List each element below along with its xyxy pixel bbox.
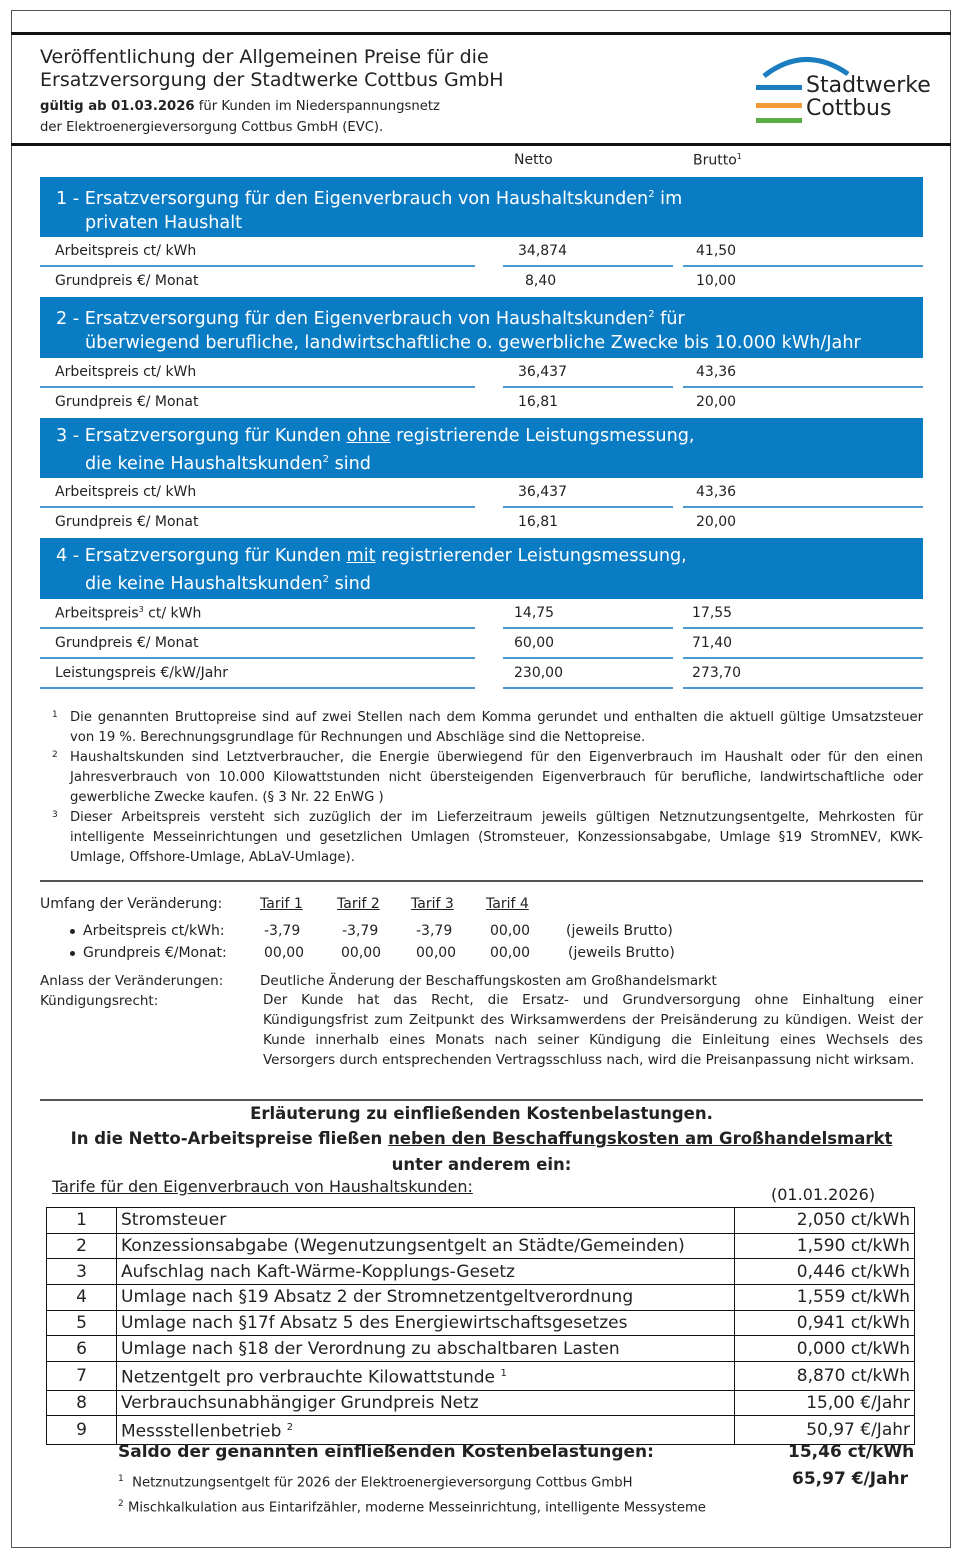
price-row (40, 508, 923, 538)
row-number: 7 (47, 1362, 117, 1391)
netto-value: 60,00 (514, 635, 555, 651)
change-label: Arbeitspreis ct/kWh: (83, 923, 225, 939)
brutto-value: 20,00 (696, 394, 737, 410)
costs-date: (01.01.2026) (771, 1185, 876, 1204)
logo-line-2: Cottbus (806, 96, 892, 121)
price-row (40, 237, 923, 267)
row-description: Aufschlag nach Kaft-Wärme-Kopplungs-Gesetz (117, 1259, 735, 1285)
top-rule (11, 32, 951, 35)
cost-note-text: Netznutzungsentgelt für 2026 der Elektroenergieversorgung Cottbus GmbH (132, 1475, 633, 1491)
table-row (47, 1336, 915, 1362)
change-value: 00,00 (416, 945, 457, 961)
title-line-1: Veröffentlichung der Allgemeinen Preise für die (40, 46, 489, 68)
row-label: Grundpreis €/ Monat (55, 635, 199, 651)
column-header-netto: Netto (514, 152, 553, 168)
change-value: 00,00 (264, 945, 305, 961)
page-subtitle (40, 96, 440, 138)
row-divider (40, 687, 475, 689)
brutto-label: Brutto (693, 152, 737, 169)
change-note: (jeweils Brutto) (568, 945, 675, 961)
section-3-title: 3 - Ersatzversorgung für Kunden (56, 426, 347, 446)
section-divider (40, 880, 923, 882)
tariff-4-header: Tarif 4 (486, 896, 529, 912)
costs-title-line-2 (40, 1126, 923, 1151)
tariff-1-header: Tarif 1 (260, 896, 303, 912)
change-value: 00,00 (490, 923, 531, 939)
costs-subtitle: Tarife für den Eigenverbrauch von Haushaltskunden: (52, 1177, 473, 1196)
row-label: Grundpreis €/ Monat (55, 394, 199, 410)
footnote-number: 3 (52, 810, 58, 820)
change-value: -3,79 (342, 923, 379, 939)
section-4-title-cont: registrierender Leistungsmessung, (375, 546, 687, 566)
footnote-ref: 2 (286, 1422, 294, 1434)
row-number: 1 (47, 1208, 117, 1234)
row-description-text: Messstellenbetrieb (121, 1422, 282, 1443)
row-description-text: Netzentgelt pro verbrauchte Kilowattstunde (121, 1367, 496, 1388)
footnote-3 (40, 808, 923, 868)
bullet-icon (70, 951, 75, 956)
footnote-number: 1 (118, 1474, 124, 1484)
row-description: Umlage nach §17f Absatz 5 des Energiewirtschaftsgesetzes (117, 1310, 735, 1336)
section-4-header (40, 538, 923, 599)
brutto-value: 20,00 (696, 514, 737, 530)
section-1-header (40, 177, 923, 237)
table-row (47, 1259, 915, 1285)
footnote-number: 2 (52, 750, 58, 760)
brutto-value: 41,50 (696, 243, 737, 259)
section-2-title-line-2: überwiegend berufliche, landwirtschaftliche o. gewerbliche Zwecke bis 10.000 kWh/Jahr (85, 332, 861, 353)
table-row (47, 1310, 915, 1336)
costs-title-emphasis: neben den Beschaffungskosten am Großhandelsmarkt (388, 1129, 893, 1148)
cancel-label: Kündigungsrecht: (40, 993, 159, 1009)
table-row (47, 1416, 915, 1445)
footnote-ref: 1 (500, 1368, 507, 1380)
row-number: 6 (47, 1336, 117, 1362)
stadtwerke-cottbus-logo (750, 50, 932, 126)
footnote-number: 1 (52, 710, 58, 720)
brutto-value: 43,36 (696, 484, 737, 500)
footnote-text: Dieser Arbeitspreis versteht sich zuzüglich der im Lieferzeitraum jeweils gültigen Netznutzungsentgelte, Mehrkosten für intelligente Messeinrichtungen und gesetzlichen Umlagen (Stromsteuer, Konzessionsabgabe, Umlage §19 StromNEV, KWK-Umlage, Offshore-Umlage, AbLaV-Umlage). (70, 810, 923, 865)
change-value: -3,79 (416, 923, 453, 939)
row-description: Konzessionsabgabe (Wegenutzungsentgelt an Städte/Gemeinden) (117, 1233, 735, 1259)
price-row (40, 659, 923, 689)
table-row (47, 1208, 915, 1234)
netto-value: 14,75 (514, 605, 555, 621)
row-label: Arbeitspreis ct/ kWh (55, 484, 197, 500)
change-value: -3,79 (264, 923, 301, 939)
change-row-grundpreis-label (70, 942, 227, 964)
netto-value: 8,40 (525, 273, 557, 289)
tariff-3-header: Tarif 3 (411, 896, 454, 912)
logo-line-1: Stadtwerke (806, 73, 931, 98)
logo-text (806, 74, 931, 120)
saldo-label: Saldo der genannten einfließenden Kostenbelastungen: (118, 1442, 654, 1462)
brutto-footnote-ref: 1 (736, 152, 742, 161)
price-row (40, 478, 923, 508)
saldo-kwh-value: 15,46 ct/kWh (788, 1442, 915, 1462)
row-label-unit: ct/ kWh (143, 605, 202, 622)
cost-note-2 (118, 1499, 706, 1515)
row-label: Grundpreis €/ Monat (55, 514, 199, 530)
row-value: 50,97 €/Jahr (735, 1416, 915, 1445)
netto-value: 34,874 (518, 243, 567, 259)
change-value: 00,00 (490, 945, 531, 961)
table-row (47, 1390, 915, 1416)
price-row (40, 358, 923, 388)
brutto-value: 71,40 (692, 635, 733, 651)
row-value: 1,559 ct/kWh (735, 1285, 915, 1311)
price-row (40, 599, 923, 629)
table-row (47, 1285, 915, 1311)
row-description: Umlage nach §18 der Verordnung zu abschaltbaren Lasten (117, 1336, 735, 1362)
section-3-title-cont: registrierende Leistungsmessung, (390, 426, 695, 446)
row-description: Verbrauchsunabhängiger Grundpreis Netz (117, 1390, 735, 1416)
footnote-ref: 2 (322, 574, 329, 585)
footnote-2 (40, 748, 923, 808)
row-number: 4 (47, 1285, 117, 1311)
tariff-2-header: Tarif 2 (337, 896, 380, 912)
netto-value: 16,81 (518, 514, 559, 530)
section-2-header (40, 297, 923, 358)
netto-value: 36,437 (518, 484, 567, 500)
valid-from: gültig ab 01.03.2026 (40, 99, 195, 114)
column-header-brutto (693, 152, 742, 169)
netto-value: 16,81 (518, 394, 559, 410)
section-3-header (40, 418, 923, 478)
row-number: 2 (47, 1233, 117, 1259)
cost-note-1 (118, 1474, 633, 1490)
row-number: 9 (47, 1416, 117, 1445)
brutto-value: 43,36 (696, 364, 737, 380)
change-value: 00,00 (341, 945, 382, 961)
row-value: 15,00 €/Jahr (735, 1390, 915, 1416)
price-row (40, 388, 923, 418)
row-number: 3 (47, 1259, 117, 1285)
row-divider (503, 687, 673, 689)
brutto-value: 273,70 (692, 665, 741, 681)
change-row-arbeitspreis-label (70, 920, 225, 942)
header-rule (11, 143, 951, 146)
section-2-title: 2 - Ersatzversorgung für den Eigenverbrauch von Haushaltskunden (56, 308, 649, 329)
subtitle-line-2: der Elektroenergieversorgung Cottbus GmbH (EVC). (40, 120, 384, 135)
footnote-ref: 3 (138, 605, 144, 614)
row-label (55, 605, 201, 622)
row-label: Grundpreis €/ Monat (55, 273, 199, 289)
bullet-icon (70, 929, 75, 934)
row-value: 0,446 ct/kWh (735, 1259, 915, 1285)
footnote-1 (40, 708, 923, 748)
price-row (40, 267, 923, 297)
row-label-text: Arbeitspreis (55, 605, 139, 622)
row-value: 1,590 ct/kWh (735, 1233, 915, 1259)
footnote-text: Die genannten Bruttopreise sind auf zwei Stellen nach dem Komma gerundet und enthalten die aktuell gültige Umsatzsteuer von 19 %. Berechnungsgrundlage für Rechnungen und Abschläge sind die Nettopreise. (70, 710, 923, 745)
row-label: Arbeitspreis ct/ kWh (55, 364, 197, 380)
change-label: Grundpreis €/Monat: (83, 945, 227, 961)
row-value: 0,000 ct/kWh (735, 1336, 915, 1362)
cost-note-text: Mischkalkulation aus Eintarifzähler, moderne Messeinrichtung, intelligente Messysteme (127, 1500, 706, 1516)
section-4-title-line-2: die keine Haushaltskunden (85, 573, 323, 594)
emphasis-ohne: ohne (346, 426, 391, 446)
footnote-number: 2 (118, 1499, 124, 1509)
section-1-title: 1 - Ersatzversorgung für den Eigenverbrauch von Haushaltskunden (56, 188, 649, 209)
row-number: 8 (47, 1390, 117, 1416)
section-2-title-cont: für (654, 308, 685, 329)
row-description (117, 1416, 735, 1445)
section-3-title-line-2: die keine Haushaltskunden (85, 453, 323, 474)
cancel-text: Der Kunde hat das Recht, die Ersatz- und Grundversorgung ohne Einhaltung einer Kündigungsfrist zum Zeitpunkt des Wirksamwerdens der Preisänderung zu kündigen. Weist der Kunde innerhalb eines Monats nach seiner Kündigung die Einleitung eines Wechsels des Versorgers durch entsprechenden Vertragsschluss nach, wird die Preisanpassung nicht wirksam. (263, 992, 923, 1068)
price-row (40, 629, 923, 659)
row-description: Umlage nach §19 Absatz 2 der Stromnetzentgeltverordnung (117, 1285, 735, 1311)
brutto-value: 10,00 (696, 273, 737, 289)
reason-label: Anlass der Veränderungen: (40, 973, 224, 989)
section-1-title-line-2: privaten Haushalt (85, 212, 242, 233)
footnote-text: Haushaltskunden sind Letztverbraucher, die Energie überwiegend für den Eigenverbrauch im Haushalt oder für den einen Jahresverbrauch von 10.000 Kilowattstunden nicht übersteigenden Eigenverbrauch für berufliche, landwirtschaftliche oder gewerbliche Zwecke kaufen. (§ 3 Nr. 22 EnWG ) (70, 750, 923, 805)
costs-title-text: In die Netto-Arbeitspreise fließen (70, 1129, 389, 1148)
change-note: (jeweils Brutto) (566, 923, 673, 939)
row-description (117, 1362, 735, 1391)
row-number: 5 (47, 1310, 117, 1336)
page-title (40, 46, 504, 92)
row-value: 8,870 ct/kWh (735, 1362, 915, 1391)
valid-from-rest: für Kunden im Niederspannungsnetz (194, 99, 440, 114)
changes-label: Umfang der Veränderung: (40, 896, 223, 912)
footnote-ref: 2 (322, 454, 329, 465)
section-4-title: 4 - Ersatzversorgung für Kunden (56, 546, 347, 566)
row-label: Arbeitspreis ct/ kWh (55, 243, 197, 259)
table-row (47, 1233, 915, 1259)
saldo-year-value: 65,97 €/Jahr (792, 1469, 909, 1489)
cost-table (46, 1207, 915, 1445)
row-value: 2,050 ct/kWh (735, 1208, 915, 1234)
brutto-value: 17,55 (692, 605, 733, 621)
section-4-title-line-2-cont: sind (329, 573, 371, 594)
row-description: Stromsteuer (117, 1208, 735, 1234)
table-row (47, 1362, 915, 1391)
netto-value: 230,00 (514, 665, 563, 681)
row-divider (683, 687, 923, 689)
emphasis-mit: mit (346, 546, 376, 566)
section-1-title-cont: im (654, 188, 683, 209)
reason-text: Deutliche Änderung der Beschaffungskosten am Großhandelsmarkt (260, 973, 717, 989)
title-line-2: Ersatzversorgung der Stadtwerke Cottbus GmbH (40, 69, 504, 91)
netto-value: 36,437 (518, 364, 567, 380)
row-value: 0,941 ct/kWh (735, 1310, 915, 1336)
footnote-ref: 2 (648, 309, 655, 320)
footnote-ref: 2 (648, 189, 655, 200)
row-label: Leistungspreis €/kW/Jahr (55, 665, 228, 681)
costs-title-line-3: unter anderem ein: (391, 1155, 572, 1174)
section-3-title-line-2-cont: sind (329, 453, 371, 474)
costs-title: Erläuterung zu einfließenden Kostenbelastungen. (250, 1104, 713, 1123)
